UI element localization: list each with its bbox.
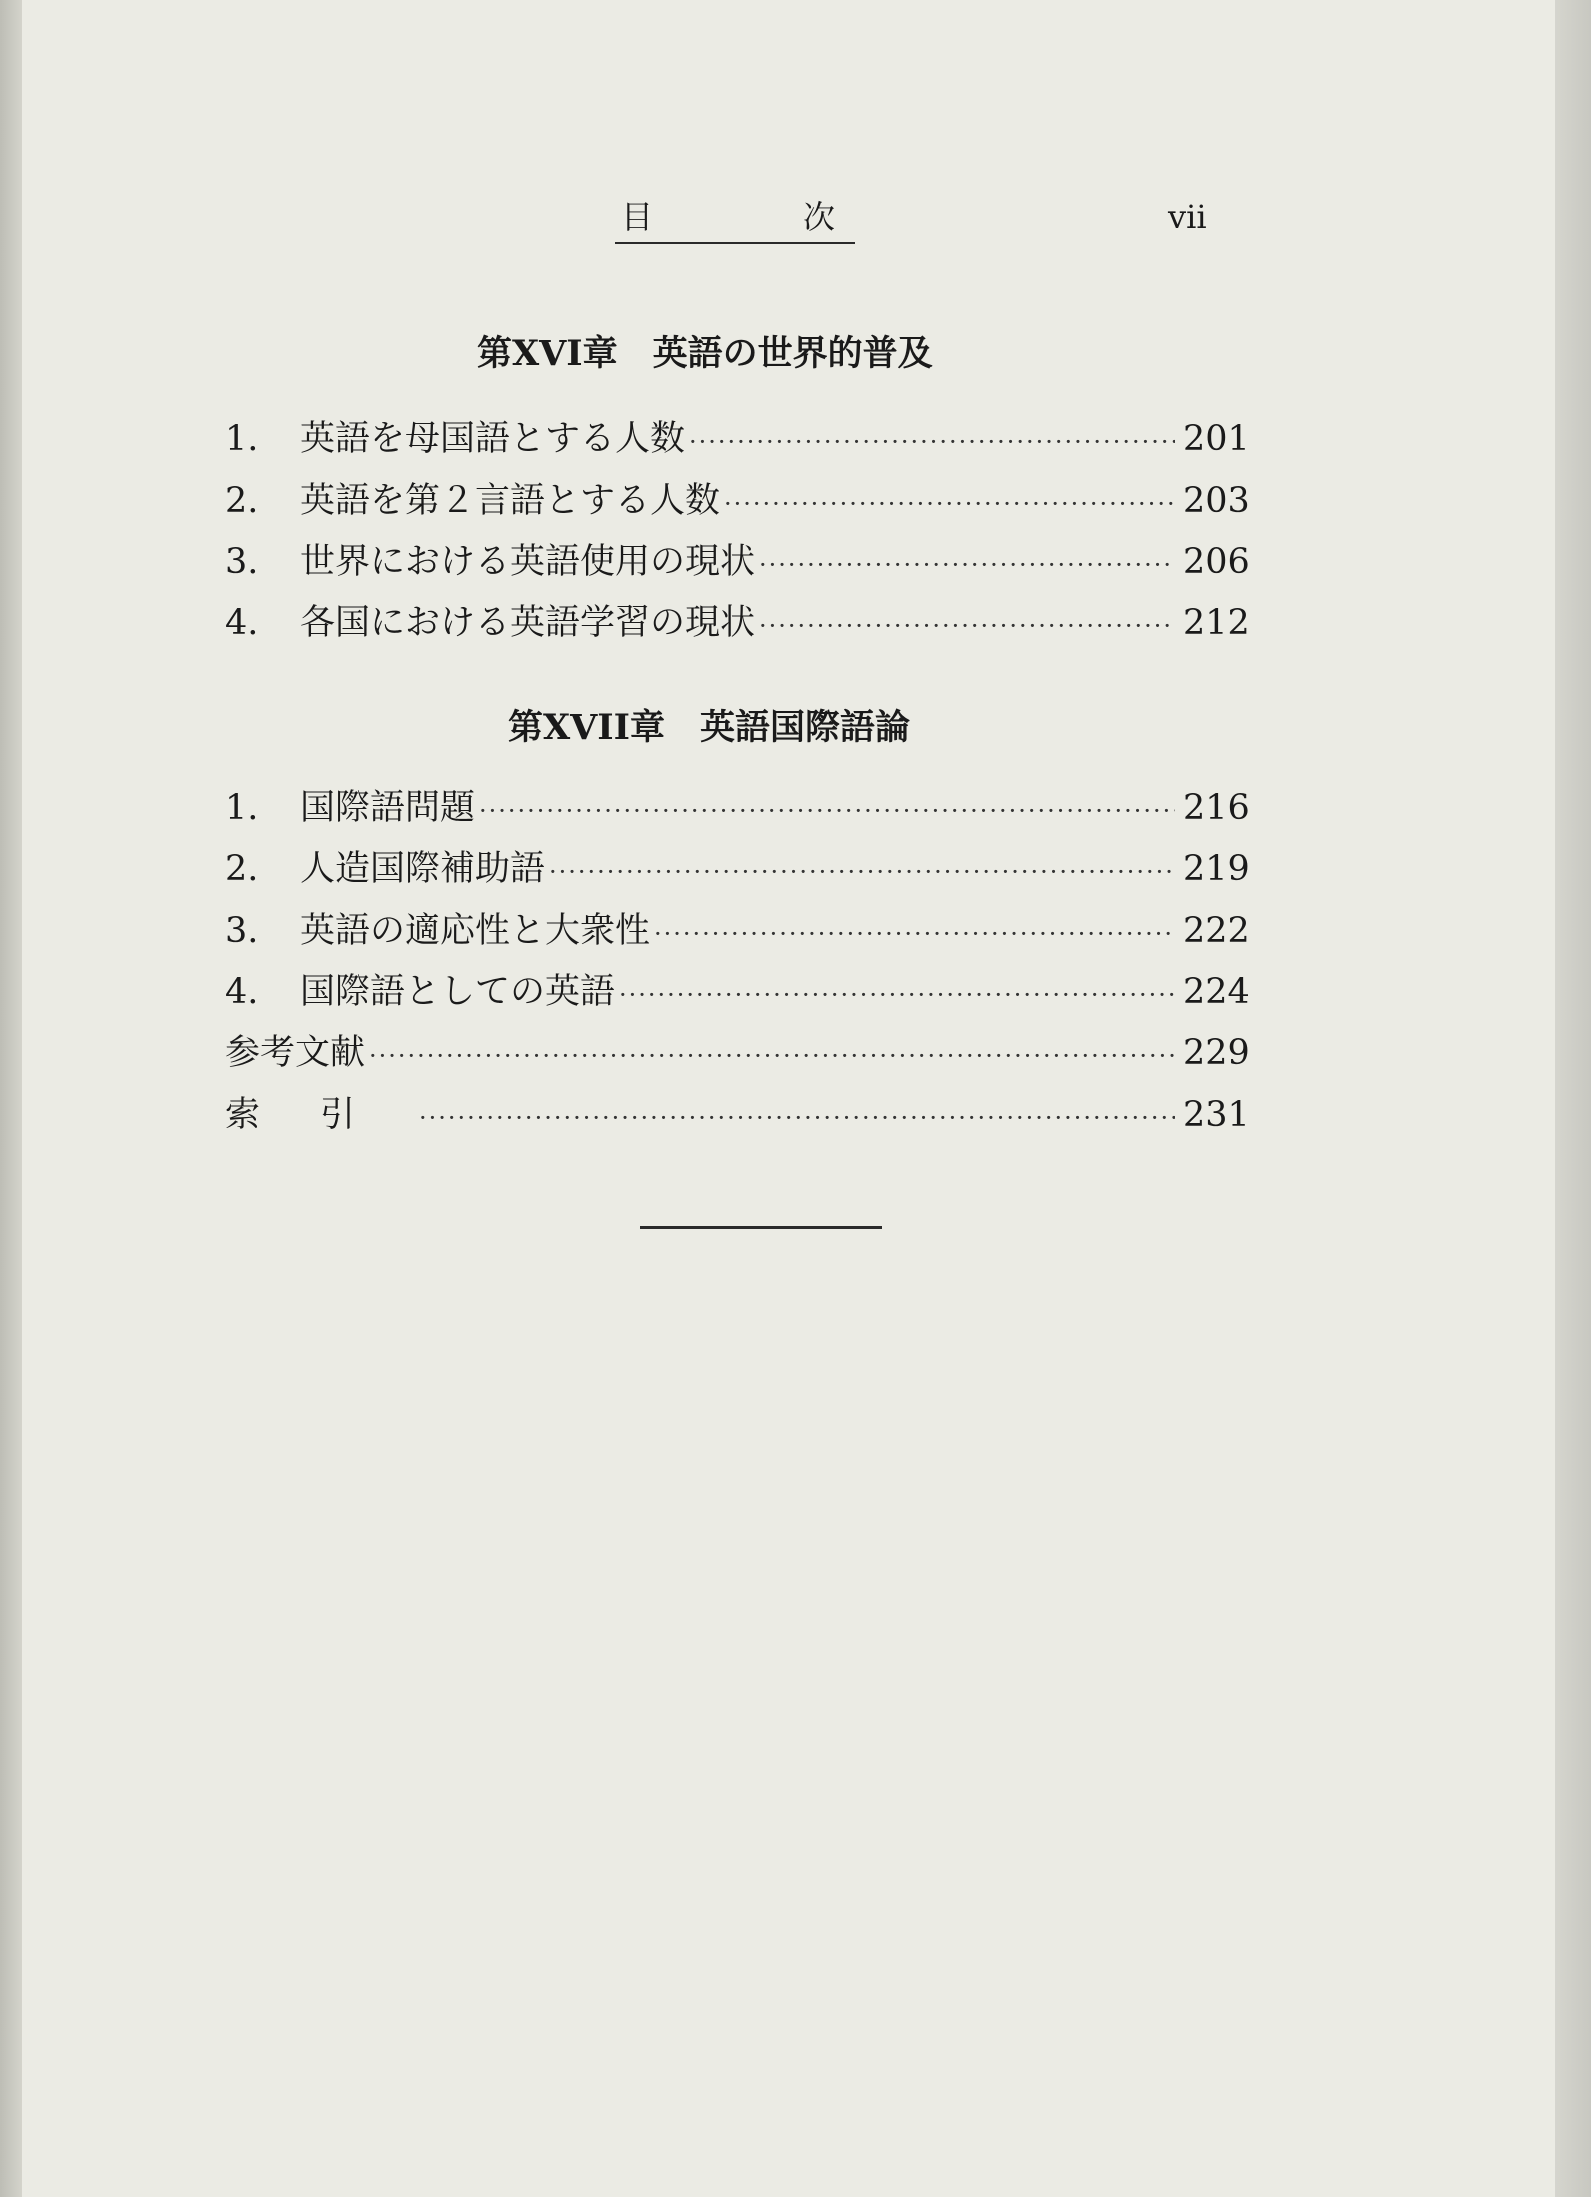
end-rule [640,1226,882,1229]
running-head-title: 目次 [621,198,986,236]
entry-label: 英語を第２言語とする人数 [300,481,721,521]
entry-label: 各国における英語学習の現状 [300,603,756,643]
dot-leader [619,969,1175,1021]
dot-leader [369,1030,1175,1082]
toc-entry [225,475,1250,527]
running-head-page-number: vii [1168,198,1207,236]
toc-entry [225,413,1250,465]
entry-label: 英語の適応性と大衆性 [300,911,651,951]
dot-leader [654,908,1175,960]
entry-number: 1. [225,419,259,459]
page-edge [1555,0,1591,2197]
dot-leader [689,416,1175,468]
dot-leader [724,478,1175,530]
dot-leader [759,539,1175,591]
toc-entry [225,597,1250,649]
entry-page: 224 [1183,972,1250,1012]
running-head-underline [615,242,855,244]
entry-page: 222 [1183,911,1250,951]
entry-page: 206 [1183,542,1250,582]
entry-page: 219 [1183,849,1250,889]
entry-label: 人造国際補助語 [300,849,546,889]
entry-number: 2. [225,481,259,521]
entry-number: 3. [225,911,259,951]
chapter-title-17: 第XVII章 英語国際語論 [508,707,911,748]
entry-number: 4. [225,972,259,1012]
dot-leader [419,1092,1175,1144]
chapter-title-16: 第XVI章 英語の世界的普及 [477,333,933,374]
entry-page: 212 [1183,603,1250,643]
entry-label: 国際語としての英語 [300,972,616,1012]
entry-label: 世界における英語使用の現状 [300,542,756,582]
toc-entry-references [225,1027,1250,1079]
entry-number: 1. [225,788,259,828]
toc-entry [225,782,1250,834]
toc-entry [225,966,1250,1018]
toc-entry-index [225,1089,1250,1141]
running-head [615,195,986,245]
dot-leader [549,846,1175,898]
entry-page: 203 [1183,481,1250,521]
toc-entry [225,905,1250,957]
entry-label: 英語を母国語とする人数 [300,419,686,459]
entry-label: 国際語問題 [300,788,476,828]
entry-number: 4. [225,603,259,643]
toc-entry [225,536,1250,588]
dot-leader [759,600,1175,652]
entry-page: 216 [1183,788,1250,828]
entry-number: 3. [225,542,259,582]
entry-label: 索引 [225,1095,416,1135]
entry-page: 201 [1183,419,1250,459]
entry-label: 参考文献 [225,1033,366,1073]
dot-leader [479,785,1175,837]
entry-number: 2. [225,849,259,889]
entry-page: 231 [1183,1095,1250,1135]
toc-entry [225,843,1250,895]
entry-page: 229 [1183,1033,1250,1073]
